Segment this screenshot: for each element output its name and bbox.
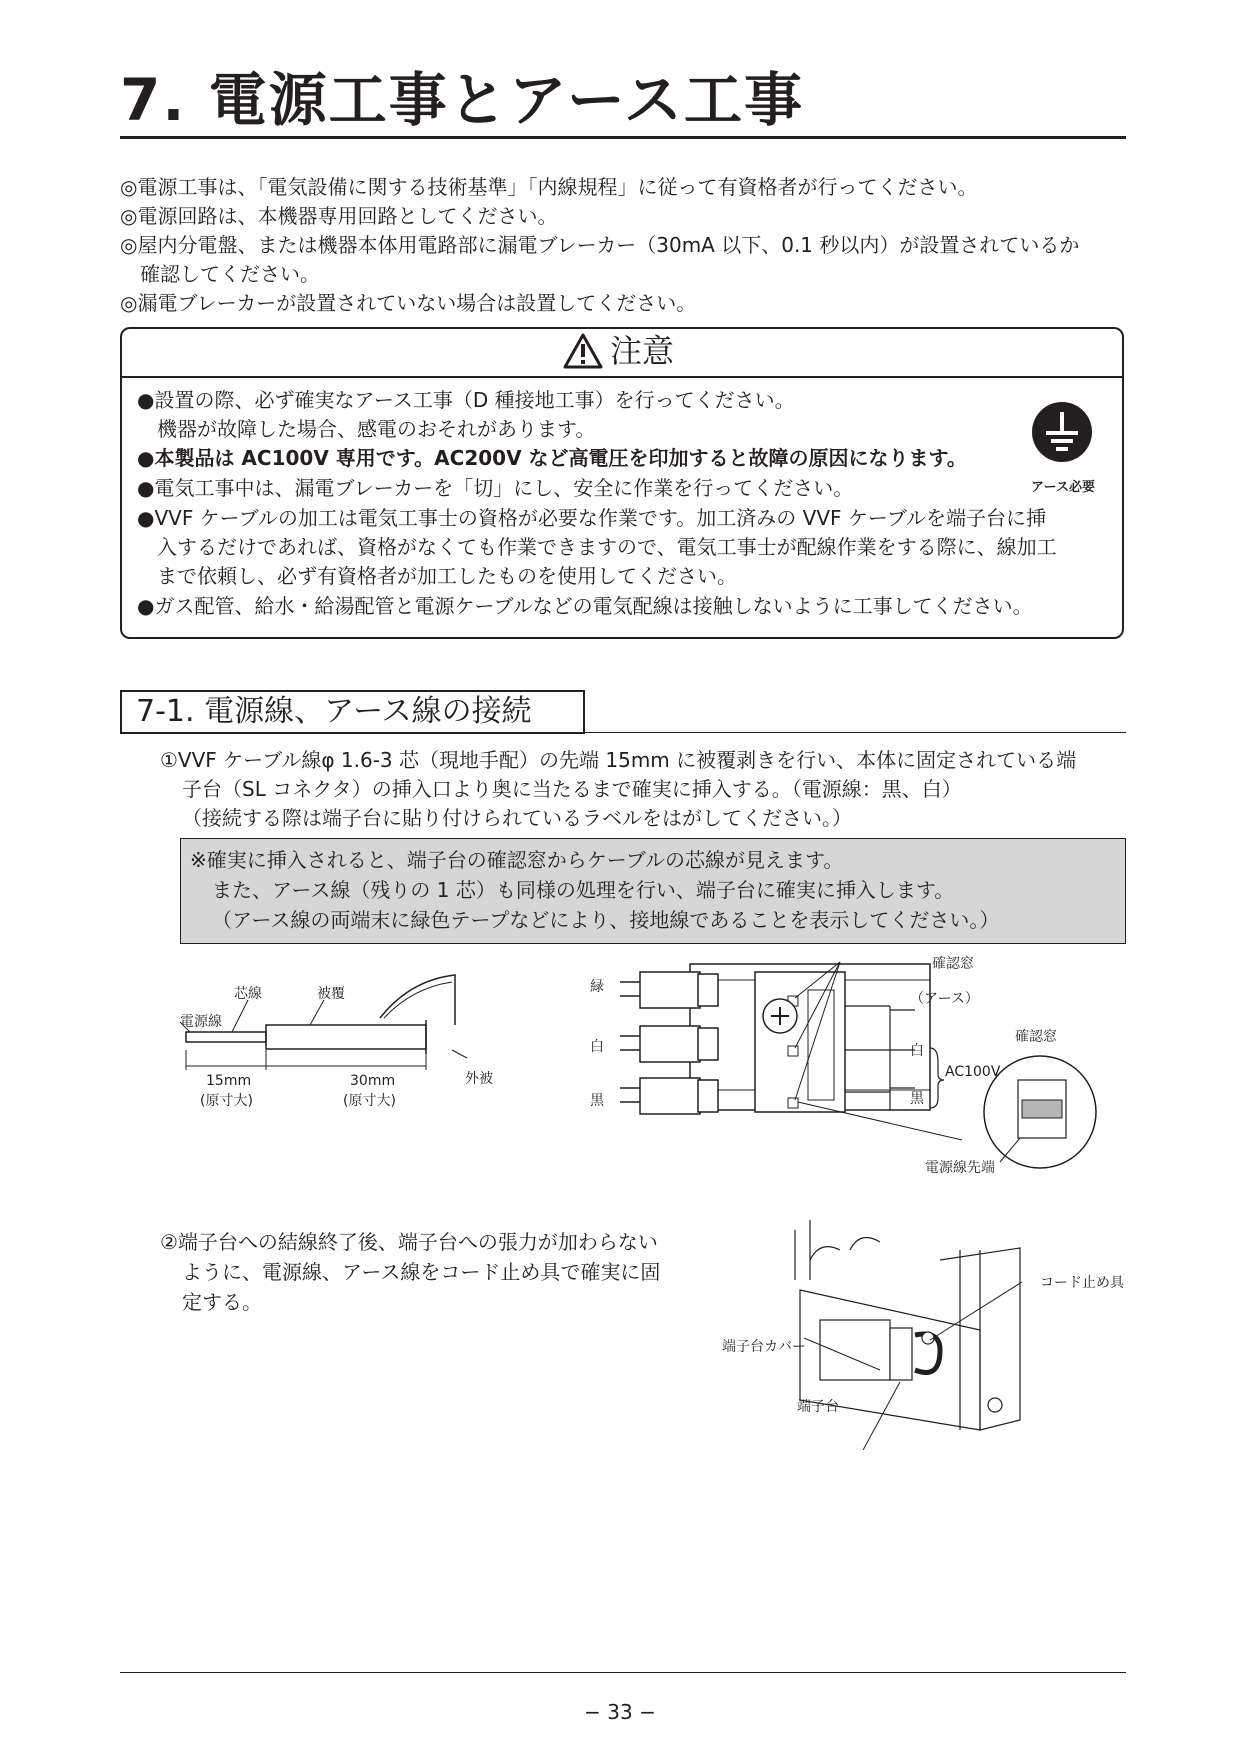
caution-item-3: ●電気工事中は、漏電ブレーカーを「切」にし、安全に作業を行ってください。: [137, 476, 854, 500]
step1-line-2: 子台（SL コネクタ）の挿入口より奥に当たるまで確実に挿入する。（電源線：黒、白）: [182, 777, 962, 801]
label-white-right: 白: [910, 1043, 924, 1059]
caution-item-2: ●本製品は AC100V 専用です。AC200V など高電圧を印加すると故障の原因になります。: [137, 446, 967, 470]
label-outer-sheath: 外被: [465, 1071, 493, 1087]
label-power-wire: 電源線: [180, 1014, 222, 1030]
step2-line-3: 定する。: [182, 1290, 262, 1314]
label-earth: （アース）: [910, 991, 979, 1007]
step1-line-1: ①VVF ケーブル線φ 1.6-3 芯（現地手配）の先端 15mm に被覆剥きを行い、本体に固定されている端: [160, 748, 1077, 772]
note-line-2: また、アース線（残りの 1 芯）も同様の処理を行い、端子台に確実に挿入します。: [212, 878, 955, 902]
label-15mm-note: (原寸大): [200, 1093, 253, 1109]
label-white: 白: [590, 1039, 604, 1055]
page-number: − 33 −: [584, 1700, 656, 1724]
footer-rule: [120, 1672, 1126, 1673]
intro-line-3: ◎屋内分電盤、または機器本体用電路部に漏電ブレーカー（30mA 以下、0.1 秒以内）が設置されているか: [120, 233, 1080, 257]
title-divider: [120, 136, 1126, 139]
label-terminal-cover: 端子台カバー: [722, 1339, 806, 1355]
caution-divider: [120, 376, 1124, 378]
label-30mm: 30mm: [350, 1073, 396, 1089]
label-core: 芯線: [234, 986, 262, 1002]
caution-item-4: ●VVF ケーブルの加工は電気工事士の資格が必要な作業です。加工済みの VVF ケーブルを端子台に挿: [137, 506, 1047, 530]
note-line-3: （アース線の両端末に緑色テープなどにより、接地線であることを表示してください。）: [212, 908, 1000, 932]
caution-item-4-cont-1: 入するだけであれば、資格がなくても作業できますので、電気工事士が配線作業をする際に、線加工: [157, 535, 1057, 559]
note-line-1: ※確実に挿入されると、端子台の確認窓からケーブルの芯線が見えます。: [190, 848, 844, 872]
caution-item-1-cont: 機器が故障した場合、感電のおそれがあります。: [157, 417, 596, 441]
step1-line-3: （接続する際は端子台に貼り付けられているラベルをはがしてください。）: [182, 806, 852, 830]
label-check-window: 確認窓: [932, 956, 974, 972]
label-15mm: 15mm: [206, 1073, 252, 1089]
intro-line-2: ◎電源回路は、本機器専用回路としてください。: [120, 204, 558, 228]
label-black: 黒: [590, 1093, 604, 1109]
label-terminal: 端子台: [797, 1399, 839, 1415]
label-30mm-note: (原寸大): [343, 1093, 396, 1109]
label-wire-tip: 電源線先端: [925, 1160, 995, 1176]
label-black-right: 黒: [910, 1091, 924, 1107]
caution-item-4-cont-2: まで依頼し、必ず有資格者が加工したものを使用してください。: [157, 564, 737, 588]
label-green: 緑: [590, 979, 604, 995]
section-title: 7-1. 電源線、アース線の接続: [136, 694, 532, 729]
page-title: 7. 電源工事とアース工事: [120, 66, 804, 134]
section-rule: [585, 732, 1126, 733]
caution-title: 注意: [610, 332, 675, 370]
caution-item-1: ●設置の際、必ず確実なアース工事（D 種接地工事）を行ってください。: [137, 388, 795, 412]
earth-required-label: アース必要: [1031, 480, 1095, 495]
label-cord-stopper: コード止め具: [1040, 1275, 1124, 1291]
label-check-window-2: 確認窓: [1015, 1029, 1057, 1045]
intro-line-3-cont: 確認してください。: [140, 262, 320, 286]
warning-icon: [563, 333, 603, 369]
label-sheath: 被覆: [317, 986, 345, 1002]
step2-line-1: ②端子台への結線終了後、端子台への張力が加わらない: [160, 1230, 658, 1254]
earth-required-icon: [1030, 400, 1094, 464]
label-ac100v: AC100V: [945, 1064, 1001, 1080]
terminal-block-diagram: [590, 950, 1110, 1180]
step2-line-2: ように、電源線、アース線をコード止め具で確実に固: [182, 1260, 661, 1284]
intro-line-1: ◎電源工事は、「電気設備に関する技術基準」「内線規程」に従って有資格者が行ってください。: [120, 175, 978, 199]
intro-line-4: ◎漏電ブレーカーが設置されていない場合は設置してください。: [120, 291, 697, 315]
caution-item-5: ●ガス配管、給水・給湯配管と電源ケーブルなどの電気配線は接触しないように工事してください。: [137, 594, 1033, 618]
